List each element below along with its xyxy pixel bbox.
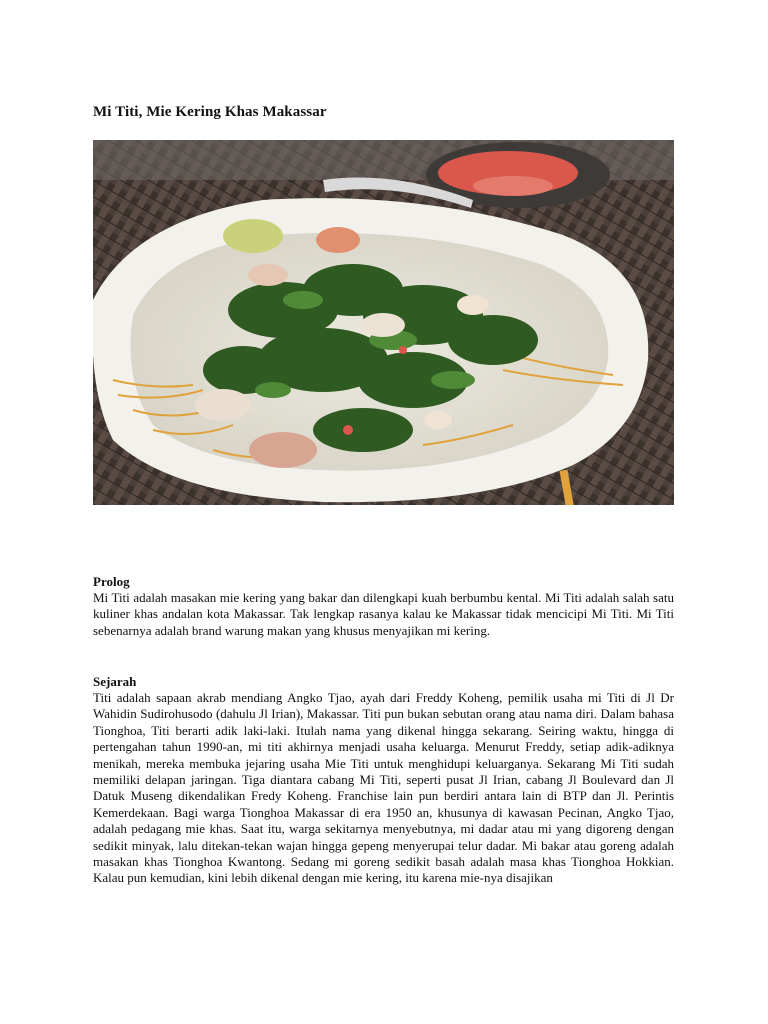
section-body-sejarah: Titi adalah sapaan akrab mendiang Angko Tjao, ayah dari Freddy Koheng, pemilik usaha mi Titi di Jl Dr Wahidin Sudirohusodo (dahulu Jl Irian), Makassar. Titi pun bukan sebutan orang atau nama diri. Dalam bahasa Tionghoa, Titi berarti adik laki-laki. Itulah nama yang dikenal hingga sekarang. Seiring waktu, hingga di pertengahan tahun 1990-an, mi titi akhirnya menjadi usaha keluarga. Menurut Freddy, setiap adik-adiknya menikah, mereka membuka jejaring usaha Mie Titi untuk menghidupi keluarganya. Sekarang Mi Titi sudah memiliki delapan jaringan. Tiga diantara cabang Mi Titi, seperti pusat Jl Irian, cabang Jl Boulevard dan Jl Datuk Museng dikendalikan Fredy Koheng. Franchise lain pun berdiri antara lain di BTP dan Jl. Perintis Kemerdekaan. Bagi warga Tionghoa Makassar di era 1950 an, khusunya di kawasan Pecinan, Angko Tjao, adalah pedagang mie khas. Saat itu, warga sekitarnya menyebutnya, mi dadar atau mi yang digoreng dengan sedikit minyak, lalu ditekan-tekan wajan hingga gepeng menyerupai telur dadar. Mi bakar atau goreng adalah masakan khas Tionghoa Kwantong. Sedang mi goreng sedikit basah adalah masa khas Tionghoa Hokkian. Kalau pun kemudian, kini lebih dikenal dengan mie kering, itu karena mie-nya disajikan [93,690,674,886]
document-title: Mi Titi, Mie Kering Khas Makassar [93,104,327,120]
section-heading-prolog: Prolog [93,574,130,589]
section-heading-sejarah: Sejarah [93,674,137,689]
section-sejarah [93,674,674,932]
dish-photo-illustration [93,140,674,505]
dish-photo [93,140,674,505]
section-prolog [93,574,674,639]
lime-wedge [223,219,283,253]
section-body-prolog: Mi Titi adalah masakan mie kering yang bakar dan dilengkapi kuah berbumbu kental. Mi Titi adalah salah satu kuliner khas andalan kota Makassar. Tak lengkap rasanya kalau ke Makassar tidak mencicipi Mi Titi. Mi Titi sebenarnya adalah brand warung makan yang khusus menyajikan mi kering. [93,590,674,638]
